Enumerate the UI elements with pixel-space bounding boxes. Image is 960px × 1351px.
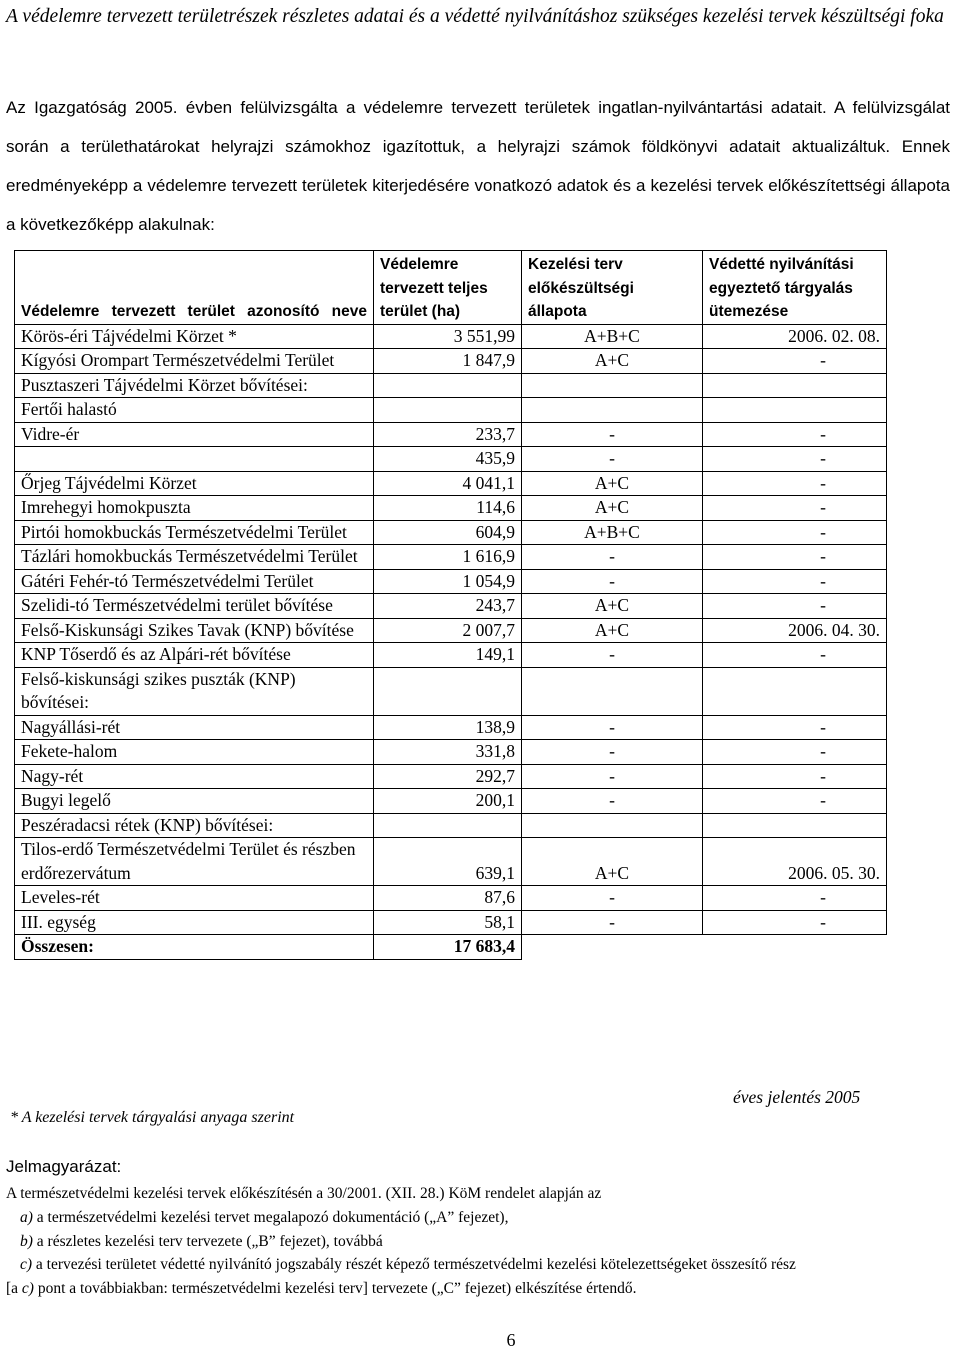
cell-schedule: - xyxy=(703,764,887,789)
cell-plan-status: - xyxy=(522,764,703,789)
cell-schedule: - xyxy=(703,496,887,521)
cell-area-name: Pusztaszeri Tájvédelmi Körzet bővítései: xyxy=(15,373,374,398)
cell-plan-status: - xyxy=(522,715,703,740)
legend-item-a xyxy=(6,1206,954,1230)
table-row xyxy=(15,471,887,496)
legend-text-c-cont: pont a továbbiakban: természetvédelmi kezelési terv] tervezete („C” fejezet) elkészítése értendő. xyxy=(33,1280,637,1298)
cell-area-name: Imrehegyi homokpuszta xyxy=(15,496,374,521)
cell-plan-status xyxy=(522,813,703,838)
cell-schedule: - xyxy=(703,643,887,668)
cell-plan-status: A+C xyxy=(522,838,703,886)
cell-area-ha: 331,8 xyxy=(374,740,522,765)
table-row xyxy=(15,373,887,398)
cell-area-name: Őrjeg Tájvédelmi Körzet xyxy=(15,471,374,496)
cell-area-ha: 200,1 xyxy=(374,789,522,814)
cell-plan-status: - xyxy=(522,643,703,668)
cell-area-name: Tilos-erdő Természetvédelmi Terület és részben erdőrezervátum xyxy=(15,838,374,886)
table-row xyxy=(15,838,887,886)
cell-area-name: Tázlári homokbuckás Természetvédelmi Terület xyxy=(15,545,374,570)
cell-area-name: Kígyósi Orompart Természetvédelmi Terület xyxy=(15,349,374,374)
header-schedule: Védetté nyilvánítási egyeztető tárgyalás ütemezése xyxy=(703,251,887,325)
cell-area-name: Felső-Kiskunsági Szikes Tavak (KNP) bővítése xyxy=(15,618,374,643)
table-row xyxy=(15,910,887,935)
cell-plan-status xyxy=(522,373,703,398)
legend-marker-c-ref: c) xyxy=(21,1280,34,1298)
section-heading: A védelemre tervezett területrészek részletes adatai és a védetté nyilvánításhoz szükséges kezelési tervek készültségi foka xyxy=(6,6,944,27)
table-row xyxy=(15,715,887,740)
cell-plan-status: A+B+C xyxy=(522,324,703,349)
cell-schedule: - xyxy=(703,545,887,570)
cell-area-name: Peszéradacsi rétek (KNP) bővítései: xyxy=(15,813,374,838)
cell-area-ha: 87,6 xyxy=(374,886,522,911)
cell-plan-status: - xyxy=(522,422,703,447)
cell-area-name: Bugyi legelő xyxy=(15,789,374,814)
total-label: Összesen: xyxy=(15,935,374,960)
cell-schedule: - xyxy=(703,789,887,814)
protected-areas-table xyxy=(14,250,887,960)
cell-area-ha xyxy=(374,667,522,715)
cell-area-ha: 1 847,9 xyxy=(374,349,522,374)
cell-plan-status: - xyxy=(522,910,703,935)
cell-schedule: 2006. 04. 30. xyxy=(703,618,887,643)
total-value: 17 683,4 xyxy=(374,935,522,960)
cell-area-name: Pirtói homokbuckás Természetvédelmi Terület xyxy=(15,520,374,545)
cell-area-ha: 58,1 xyxy=(374,910,522,935)
table-row xyxy=(15,813,887,838)
cell-schedule: 2006. 02. 08. xyxy=(703,324,887,349)
table-row xyxy=(15,447,887,472)
cell-schedule: - xyxy=(703,349,887,374)
cell-schedule xyxy=(703,813,887,838)
cell-area-ha: 3 551,99 xyxy=(374,324,522,349)
table-row xyxy=(15,569,887,594)
cell-plan-status: - xyxy=(522,545,703,570)
table-row xyxy=(15,667,887,715)
legend-text-c: a tervezési területet védetté nyilvánító jogszabály részét képező természetvédelmi kezelési kötelezettségeket összesítő rész xyxy=(32,1256,796,1274)
footnote: * A kezelési tervek tárgyalási anyaga szerint xyxy=(10,1109,295,1126)
cell-plan-status: A+C xyxy=(522,349,703,374)
cell-schedule: - xyxy=(703,447,887,472)
cell-plan-status: A+C xyxy=(522,496,703,521)
cell-schedule: - xyxy=(703,520,887,545)
cell-area-ha: 292,7 xyxy=(374,764,522,789)
cell-schedule: 2006. 05. 30. xyxy=(703,838,887,886)
cell-area-name: Szelidi-tó Természetvédelmi terület bővítése xyxy=(15,594,374,619)
cell-area-ha xyxy=(374,398,522,423)
cell-plan-status: - xyxy=(522,569,703,594)
cell-area-name: Felső-kiskunsági szikes puszták (KNP) bővítései: xyxy=(15,667,374,715)
cell-area-ha: 149,1 xyxy=(374,643,522,668)
cell-area-name: Leveles-rét xyxy=(15,886,374,911)
legend-marker-a: a) xyxy=(20,1208,33,1226)
cell-schedule: - xyxy=(703,886,887,911)
table-row xyxy=(15,740,887,765)
table-row xyxy=(15,496,887,521)
cell-plan-status: - xyxy=(522,886,703,911)
table-row xyxy=(15,545,887,570)
legend-intro: A természetvédelmi kezelési tervek előkészítésén a 30/2001. (XII. 28.) KöM rendelet alapján az xyxy=(6,1185,602,1202)
table-header-row xyxy=(15,251,887,325)
cell-area-name: KNP Tőserdő és az Alpári-rét bővítése xyxy=(15,643,374,668)
cell-schedule: - xyxy=(703,422,887,447)
cell-area-ha xyxy=(374,813,522,838)
cell-plan-status xyxy=(522,398,703,423)
cell-schedule: - xyxy=(703,910,887,935)
cell-area-name xyxy=(15,447,374,472)
cell-area-ha: 4 041,1 xyxy=(374,471,522,496)
table-row xyxy=(15,349,887,374)
cell-plan-status: A+C xyxy=(522,618,703,643)
legend-item-c-cont xyxy=(6,1277,954,1301)
cell-plan-status: - xyxy=(522,740,703,765)
cell-area-name: Gátéri Fehér-tó Természetvédelmi Terület xyxy=(15,569,374,594)
cell-area-name: Nagy-rét xyxy=(15,764,374,789)
cell-plan-status: A+C xyxy=(522,594,703,619)
legend-item-c xyxy=(6,1253,954,1277)
legend-marker-c: c) xyxy=(20,1256,33,1274)
cell-area-name: Fekete-halom xyxy=(15,740,374,765)
legend-item-b xyxy=(6,1230,954,1254)
legend-text-b: a részletes kezelési terv tervezete („B” fejezet), továbbá xyxy=(32,1232,383,1250)
header-plan-status: Kezelési terv előkészültségi állapota xyxy=(522,251,703,325)
cell-area-name: III. egység xyxy=(15,910,374,935)
cell-schedule xyxy=(703,398,887,423)
legend xyxy=(6,1182,954,1301)
table-row xyxy=(15,618,887,643)
table-row xyxy=(15,398,887,423)
cell-area-ha: 114,6 xyxy=(374,496,522,521)
legend-marker-b: b) xyxy=(20,1232,33,1250)
cell-area-ha: 1 054,9 xyxy=(374,569,522,594)
cell-area-ha: 138,9 xyxy=(374,715,522,740)
header-total-area: Védelemre tervezett teljes terület (ha) xyxy=(374,251,522,325)
cell-area-ha: 435,9 xyxy=(374,447,522,472)
cell-area-name: Nagyállási-rét xyxy=(15,715,374,740)
intro-paragraph: Az Igazgatóság 2005. évben felülvizsgálta a védelemre tervezett területek ingatlan-nyilvántartási adatait. A felülvizsgálat során a területhatárokat helyrajzi számokhoz igazítottuk, a helyrajzi számok földkönyvi adatait aktualizáltuk. Ennek eredményeképp a védelemre tervezett területek kiterjedésére vonatkozó adatok és a kezelési tervek előkészítettségi állapota a következőképp alakulnak: xyxy=(6,98,950,234)
annual-report-label: éves jelentés 2005 xyxy=(733,1087,861,1107)
cell-area-ha: 1 616,9 xyxy=(374,545,522,570)
table-row xyxy=(15,422,887,447)
page-number: 6 xyxy=(506,1330,516,1350)
cell-area-name: Fertői halastó xyxy=(15,398,374,423)
cell-area-ha: 604,9 xyxy=(374,520,522,545)
cell-schedule: - xyxy=(703,740,887,765)
table-row xyxy=(15,324,887,349)
legend-open-bracket: [a xyxy=(6,1280,22,1298)
cell-plan-status: A+C xyxy=(522,471,703,496)
table-row xyxy=(15,643,887,668)
cell-schedule: - xyxy=(703,471,887,496)
table-row xyxy=(15,764,887,789)
cell-area-name: Vidre-ér xyxy=(15,422,374,447)
legend-text-a: a természetvédelmi kezelési tervet megalapozó dokumentáció („A” fejezet), xyxy=(32,1208,509,1226)
cell-schedule xyxy=(703,667,887,715)
cell-area-ha: 2 007,7 xyxy=(374,618,522,643)
cell-schedule: - xyxy=(703,569,887,594)
cell-area-ha xyxy=(374,373,522,398)
table-row xyxy=(15,520,887,545)
cell-plan-status: - xyxy=(522,447,703,472)
cell-plan-status xyxy=(522,667,703,715)
table-row xyxy=(15,594,887,619)
cell-schedule xyxy=(703,373,887,398)
table-row xyxy=(15,789,887,814)
cell-area-ha: 243,7 xyxy=(374,594,522,619)
cell-area-ha: 233,7 xyxy=(374,422,522,447)
cell-area-ha: 639,1 xyxy=(374,838,522,886)
cell-plan-status: A+B+C xyxy=(522,520,703,545)
header-area-name: Védelemre tervezett terület azonosító neve xyxy=(15,251,374,325)
cell-schedule: - xyxy=(703,715,887,740)
cell-area-name: Körös-éri Tájvédelmi Körzet * xyxy=(15,324,374,349)
legend-title: Jelmagyarázat: xyxy=(6,1157,122,1176)
cell-schedule: - xyxy=(703,594,887,619)
table-total-row xyxy=(15,935,887,960)
table-row xyxy=(15,886,887,911)
cell-plan-status: - xyxy=(522,789,703,814)
